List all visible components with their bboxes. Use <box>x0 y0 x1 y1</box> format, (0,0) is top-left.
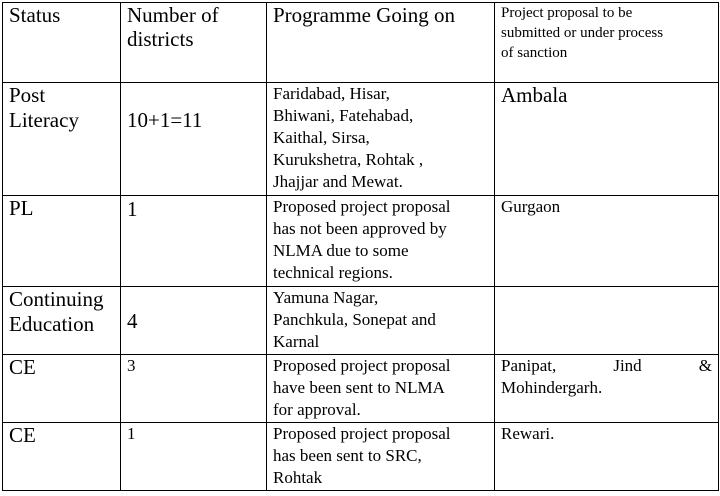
number-value: 3 <box>127 356 136 375</box>
number-cell <box>121 355 267 423</box>
number-value: 4 <box>127 309 138 333</box>
header-programme-text: Programme Going on <box>273 3 455 27</box>
table-row <box>3 423 719 491</box>
header-status <box>3 3 121 83</box>
header-number-line2: districts <box>127 27 194 51</box>
table-row <box>3 83 719 196</box>
proposal-value: Ambala <box>501 83 568 107</box>
programme-line: Proposed project proposal <box>273 356 451 375</box>
programme-line: has been sent to SRC, <box>273 446 422 465</box>
proposal-value: Gurgaon <box>501 197 561 216</box>
status-cell <box>3 423 121 491</box>
status-line: Post <box>9 83 46 107</box>
proposal-line: Mohindergarh. <box>501 378 603 397</box>
number-cell <box>121 423 267 491</box>
programme-cell <box>267 196 495 287</box>
number-value: 1 <box>127 197 138 221</box>
status-line: PL <box>9 196 34 220</box>
proposal-cell <box>495 355 719 423</box>
proposal-cell <box>495 83 719 196</box>
status-cell <box>3 287 121 355</box>
status-line: Continuing <box>9 287 104 311</box>
programme-line: Jhajjar and Mewat. <box>273 172 403 191</box>
programme-cell <box>267 83 495 196</box>
status-cell <box>3 196 121 287</box>
proposal-value: Rewari. <box>501 424 555 443</box>
programme-line: Yamuna Nagar, <box>273 288 379 307</box>
proposal-cell <box>495 423 719 491</box>
programme-line: technical regions. <box>273 263 393 282</box>
proposal-line: Panipat, Jind & <box>501 356 712 375</box>
programme-line: Kurukshetra, Rohtak , <box>273 150 424 169</box>
header-proposal-line1: Project proposal to be <box>501 5 633 21</box>
programme-line: for approval. <box>273 400 361 419</box>
number-value: 1 <box>127 424 136 443</box>
header-row <box>3 3 719 83</box>
programme-line: Rohtak <box>273 468 323 487</box>
number-cell <box>121 83 267 196</box>
header-number-line1: Number of <box>127 3 219 27</box>
number-value: 10+1=11 <box>127 108 203 132</box>
header-number-of-districts <box>121 3 267 83</box>
programme-line: Proposed project proposal <box>273 424 451 443</box>
programme-line: Karnal <box>273 332 320 351</box>
status-line: CE <box>9 423 36 447</box>
programme-line: has not been approved by <box>273 219 447 238</box>
status-cell <box>3 355 121 423</box>
header-proposal-line3: of sanction <box>501 45 568 61</box>
status-cell <box>3 83 121 196</box>
number-cell <box>121 287 267 355</box>
header-programme <box>267 3 495 83</box>
table-row <box>3 287 719 355</box>
header-proposal <box>495 3 719 83</box>
status-line: Literacy <box>9 108 79 132</box>
programme-line: have been sent to NLMA <box>273 378 445 397</box>
table-row <box>3 355 719 423</box>
status-table <box>2 2 719 491</box>
programme-line: NLMA due to some <box>273 241 409 260</box>
programme-cell <box>267 287 495 355</box>
programme-line: Bhiwani, Fatehabad, <box>273 106 414 125</box>
programme-line: Proposed project proposal <box>273 197 451 216</box>
programme-line: Panchkula, Sonepat and <box>273 310 436 329</box>
proposal-cell <box>495 196 719 287</box>
programme-cell <box>267 423 495 491</box>
header-status-text: Status <box>9 3 61 27</box>
status-line: Education <box>9 312 95 336</box>
programme-line: Faridabad, Hisar, <box>273 84 390 103</box>
number-cell <box>121 196 267 287</box>
table-row <box>3 196 719 287</box>
header-proposal-line2: submitted or under process <box>501 25 664 41</box>
programme-line: Kaithal, Sirsa, <box>273 128 370 147</box>
status-line: CE <box>9 355 36 379</box>
proposal-cell <box>495 287 719 355</box>
programme-cell <box>267 355 495 423</box>
